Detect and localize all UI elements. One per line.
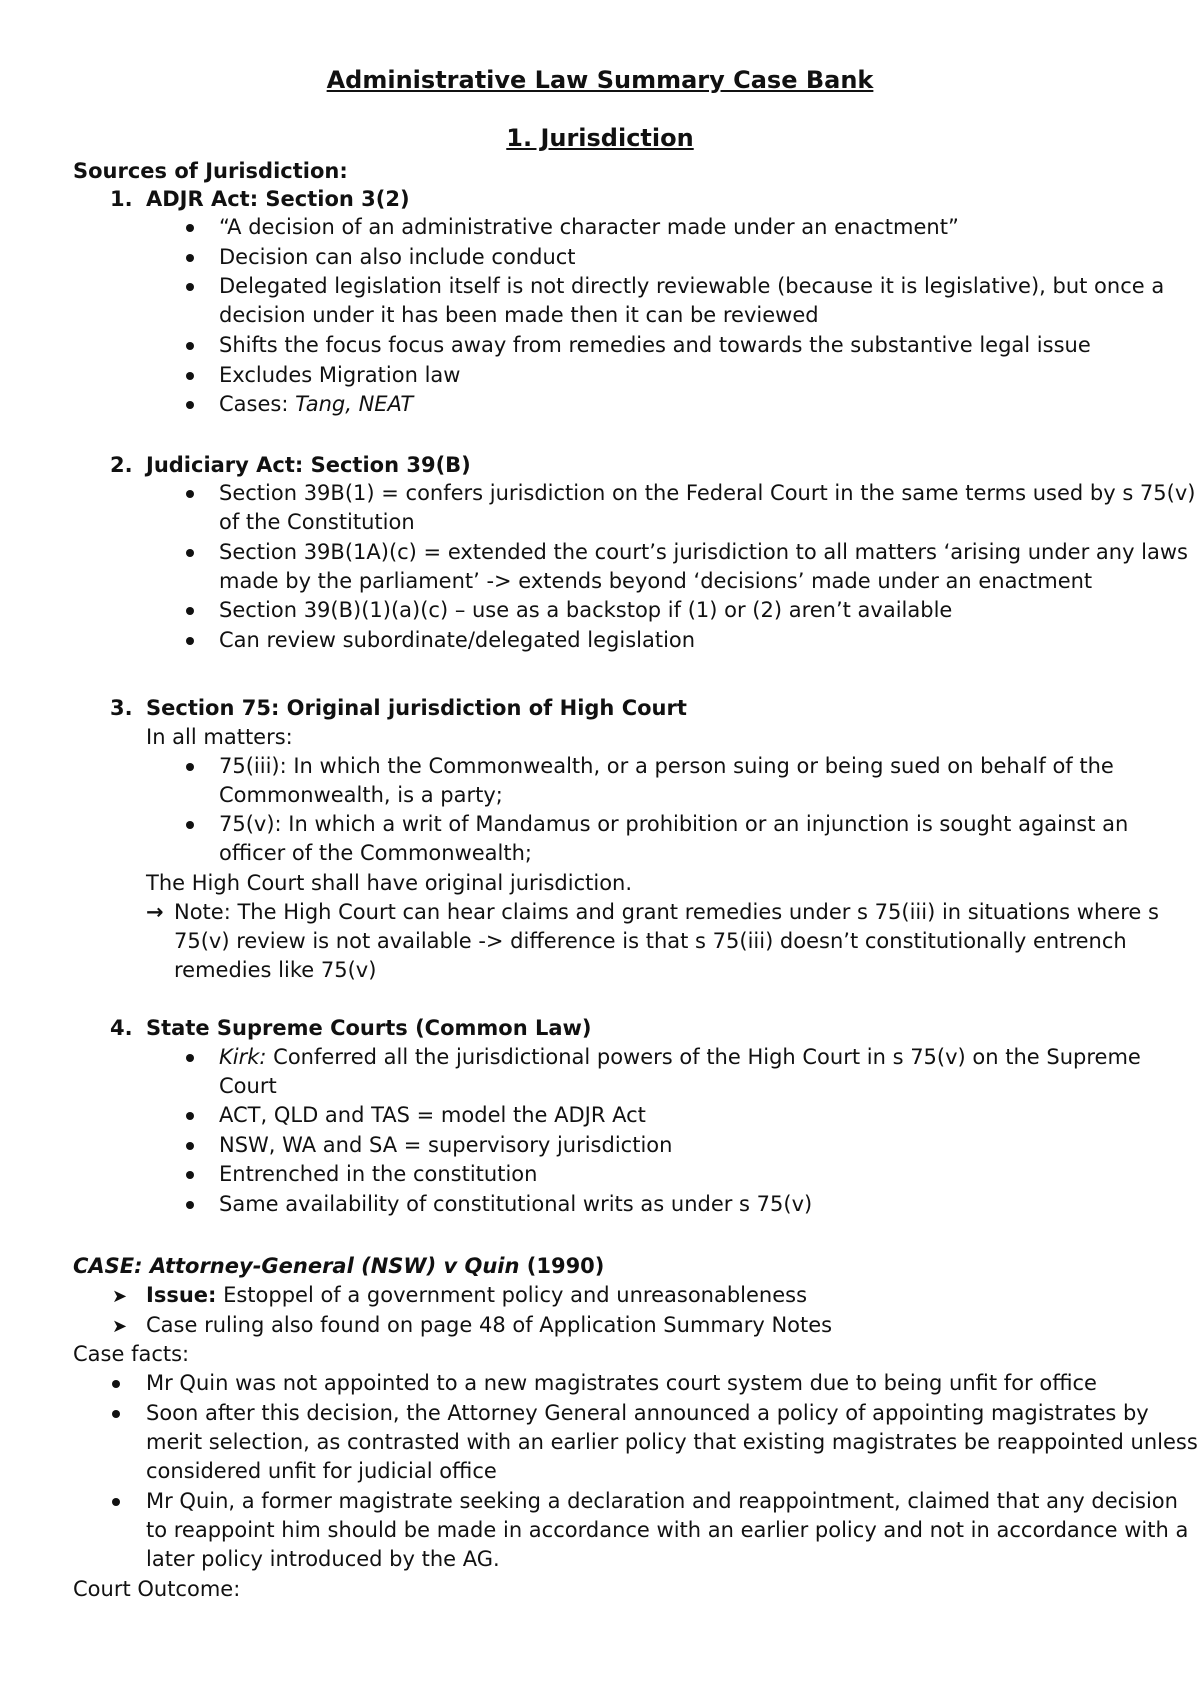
arrowhead-bullet-icon: ➤	[112, 1286, 128, 1307]
note-line: remedies like 75(v)	[174, 958, 377, 982]
list-item-continuation: later policy introduced by the AG.	[146, 1547, 500, 1571]
list-item-continuation: merit selection, as contrasted with an earlier policy that existing magistrates be reappointed unless	[146, 1430, 1198, 1454]
list-item: Section 39(B)(1)(a)(c) – use as a backstop if (1) or (2) aren’t available	[219, 598, 953, 622]
note-line: Note: The High Court can hear claims and grant remedies under s 75(iii) in situations where s	[174, 900, 1159, 924]
case-facts-label: Case facts:	[73, 1342, 190, 1366]
list-item-continuation: to reappoint him should be made in accordance with an earlier policy and not in accordance with a	[146, 1518, 1189, 1542]
list-item: Shifts the focus focus away from remedies and towards the substantive legal issue	[219, 333, 1091, 357]
list-item: 75(iii): In which the Commonwealth, or a person suing or being sued on behalf of the	[219, 754, 1114, 778]
case-ruling: Case ruling also found on page 48 of Application Summary Notes	[146, 1313, 833, 1337]
list-item-continuation: made by the parliament’ -> extends beyond ‘decisions’ made under an enactment	[219, 569, 1093, 593]
item-closing: The High Court shall have original jurisdiction.	[146, 871, 633, 895]
bullet-icon	[186, 821, 194, 829]
item-heading-2: 2. Judiciary Act: Section 39(B)	[110, 453, 471, 477]
list-item: Decision can also include conduct	[219, 245, 576, 269]
list-item-continuation: decision under it has been made then it can be reviewed	[219, 303, 819, 327]
bullet-icon	[112, 1498, 120, 1506]
bullet-icon	[186, 1054, 194, 1062]
court-outcome-label: Court Outcome:	[73, 1577, 241, 1601]
list-item: Section 39B(1A)(c) = extended the court’s jurisdiction to all matters ‘arising under any laws	[219, 540, 1188, 564]
bullet-icon	[186, 1171, 194, 1179]
list-item: Can review subordinate/delegated legislation	[219, 628, 696, 652]
bullet-icon	[186, 490, 194, 498]
list-item: Soon after this decision, the Attorney General announced a policy of appointing magistrates by	[146, 1401, 1149, 1425]
list-item: Entrenched in the constitution	[219, 1162, 538, 1186]
list-item-continuation: of the Constitution	[219, 510, 415, 534]
bullet-icon	[112, 1410, 120, 1418]
item-heading-3: 3. Section 75: Original jurisdiction of High Court	[110, 696, 687, 720]
section-heading: 1. Jurisdiction	[506, 124, 694, 152]
bullet-icon	[186, 1201, 194, 1209]
list-item: Same availability of constitutional writs as under s 75(v)	[219, 1192, 813, 1216]
list-item: Mr Quin, a former magistrate seeking a declaration and reappointment, claimed that any decision	[146, 1489, 1178, 1513]
bullet-icon	[186, 763, 194, 771]
bullet-icon	[186, 1142, 194, 1150]
list-item-continuation: Court	[219, 1074, 277, 1098]
list-item: Kirk: Conferred all the jurisdictional powers of the High Court in s 75(v) on the Supreme	[219, 1045, 1141, 1069]
item-heading-1: 1. ADJR Act: Section 3(2)	[110, 187, 410, 211]
list-item: ACT, QLD and TAS = model the ADJR Act	[219, 1103, 646, 1127]
list-item-continuation: officer of the Commonwealth;	[219, 841, 532, 865]
sources-label: Sources of Jurisdiction:	[73, 159, 348, 183]
list-item: “A decision of an administrative character made under an enactment”	[219, 215, 959, 239]
note-line: 75(v) review is not available -> difference is that s 75(iii) doesn’t constitutionally entrench	[174, 929, 1127, 953]
case-heading: CASE: Attorney-General (NSW) v Quin (1990)	[73, 1254, 605, 1278]
bullet-icon	[186, 1112, 194, 1120]
list-item: 75(v): In which a writ of Mandamus or prohibition or an injunction is sought against an	[219, 812, 1129, 836]
bullet-icon	[186, 254, 194, 262]
bullet-icon	[186, 401, 194, 409]
list-item-continuation: considered unfit for judicial office	[146, 1459, 497, 1483]
list-item: NSW, WA and SA = supervisory jurisdiction	[219, 1133, 673, 1157]
list-item: Section 39B(1) = confers jurisdiction on the Federal Court in the same terms used by s 75(v)	[219, 481, 1196, 505]
case-issue: Issue: Estoppel of a government policy and unreasonableness	[146, 1283, 808, 1307]
document-title: Administrative Law Summary Case Bank	[326, 66, 874, 94]
list-item-continuation: Commonwealth, is a party;	[219, 783, 503, 807]
list-item: Cases: Tang, NEAT	[219, 392, 414, 416]
bullet-icon	[186, 637, 194, 645]
list-item: Mr Quin was not appointed to a new magistrates court system due to being unfit for office	[146, 1371, 1097, 1395]
bullet-icon	[186, 607, 194, 615]
item-heading-4: 4. State Supreme Courts (Common Law)	[110, 1016, 592, 1040]
bullet-icon	[186, 283, 194, 291]
list-item: Delegated legislation itself is not directly reviewable (because it is legislative), but once a	[219, 274, 1165, 298]
bullet-icon	[112, 1380, 120, 1388]
list-item: Excludes Migration law	[219, 363, 461, 387]
item-intro: In all matters:	[146, 725, 293, 749]
bullet-icon	[186, 224, 194, 232]
bullet-icon	[186, 342, 194, 350]
bullet-icon	[186, 372, 194, 380]
bullet-icon	[186, 549, 194, 557]
arrow-right-icon: →	[146, 900, 164, 924]
arrowhead-bullet-icon: ➤	[112, 1316, 128, 1337]
